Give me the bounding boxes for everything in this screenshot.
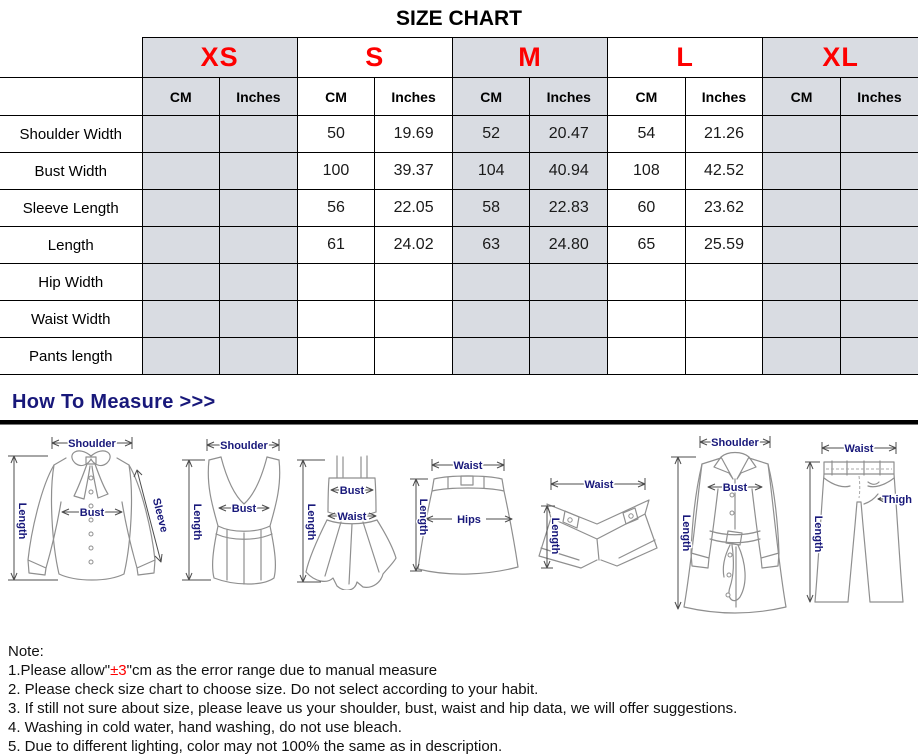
value-cell: 104 [452, 153, 530, 190]
row-label: Shoulder Width [0, 116, 142, 153]
measure-label-bust: Bust [723, 482, 748, 494]
value-cell [608, 301, 686, 338]
value-cell: 100 [297, 153, 375, 190]
value-cell [220, 338, 298, 375]
value-cell [763, 338, 841, 375]
value-cell: 21.26 [685, 116, 763, 153]
value-cell [685, 338, 763, 375]
unit-header-cm: CM [297, 78, 375, 116]
value-cell [840, 190, 918, 227]
value-cell [142, 301, 220, 338]
size-header-xs: XS [142, 38, 297, 78]
value-cell [220, 301, 298, 338]
measure-figure-coat [666, 431, 801, 616]
value-cell [142, 227, 220, 264]
measure-label-thigh: Thigh [882, 494, 912, 506]
value-cell [763, 301, 841, 338]
value-cell: 23.62 [685, 190, 763, 227]
value-cell [840, 153, 918, 190]
value-cell: 25.59 [685, 227, 763, 264]
note-line-4: 4. Washing in cold water, hand washing, do not use bleach. [8, 719, 402, 736]
value-cell [452, 301, 530, 338]
unit-header-inches: Inches [375, 78, 453, 116]
measure-label-length: Length [305, 503, 318, 541]
size-header-l: L [608, 38, 763, 78]
value-cell: 22.05 [375, 190, 453, 227]
measure-label-bust: Bust [231, 503, 256, 515]
measure-label-length: Length [548, 517, 561, 555]
value-cell [763, 116, 841, 153]
row-label: Hip Width [0, 264, 142, 301]
value-cell: 56 [297, 190, 375, 227]
measure-figure-jeans [802, 438, 914, 610]
measure-figure-dress [295, 452, 407, 590]
table-row-hip-width [0, 264, 918, 301]
measure-label-length: Length [190, 503, 203, 541]
size-header-m: M [452, 38, 607, 78]
note-line-2: 2. Please check size chart to choose size. Do not select according to your habit. [8, 681, 539, 698]
value-cell [297, 301, 375, 338]
row-label: Bust Width [0, 153, 142, 190]
notes-section [0, 634, 918, 756]
value-cell: 52 [452, 116, 530, 153]
unit-corner-cell [0, 78, 142, 116]
dress-drawing [306, 456, 396, 590]
value-cell: 19.69 [375, 116, 453, 153]
measure-label-waist: Waist [337, 511, 367, 523]
value-cell [840, 301, 918, 338]
value-cell [840, 264, 918, 301]
value-cell: 54 [608, 116, 686, 153]
value-cell: 108 [608, 153, 686, 190]
measure-label-length: Length [811, 515, 824, 553]
measure-figure-skirt [408, 455, 530, 581]
measure-label-length: Length [416, 498, 429, 536]
row-label: Pants length [0, 338, 142, 375]
jeans-drawing [815, 461, 903, 602]
value-cell: 20.47 [530, 116, 608, 153]
unit-header-inches: Inches [685, 78, 763, 116]
value-cell [220, 264, 298, 301]
note1-suffix: "cm as the error range due to manual measure [126, 662, 438, 679]
value-cell [840, 227, 918, 264]
row-label: Sleeve Length [0, 190, 142, 227]
measure-figure-tank-top [177, 434, 295, 592]
note-line-3: 3. If still not sure about size, please leave us your shoulder, bust, waist and hip data, we will offer suggestions. [8, 700, 738, 717]
value-cell [142, 190, 220, 227]
value-cell [375, 301, 453, 338]
value-cell [297, 338, 375, 375]
value-cell [763, 227, 841, 264]
measure-label-waist: Waist [584, 479, 614, 491]
note1-tolerance-value: ±3 [110, 662, 127, 679]
value-cell [297, 264, 375, 301]
value-cell: 40.94 [530, 153, 608, 190]
value-cell [375, 338, 453, 375]
value-cell: 60 [608, 190, 686, 227]
measure-figure-shorts [531, 472, 666, 630]
unit-header-cm: CM [608, 78, 686, 116]
value-cell [142, 264, 220, 301]
measure-label-length: Length [680, 514, 693, 552]
value-cell [763, 190, 841, 227]
measure-label-length: Length [16, 502, 28, 540]
value-cell [608, 338, 686, 375]
value-cell [220, 116, 298, 153]
measure-label-shoulder: Shoulder [219, 440, 268, 452]
table-row-pants-length [0, 338, 918, 375]
unit-header-cm: CM [763, 78, 841, 116]
measure-figures-row [0, 425, 918, 634]
value-cell [142, 153, 220, 190]
value-cell: 58 [452, 190, 530, 227]
value-cell: 65 [608, 227, 686, 264]
value-cell [530, 338, 608, 375]
measure-label-shoulder: Shoulder [711, 437, 760, 449]
value-cell: 22.83 [530, 190, 608, 227]
value-cell [840, 116, 918, 153]
row-label: Waist Width [0, 301, 142, 338]
size-header-row [0, 38, 918, 78]
unit-header-inches: Inches [840, 78, 918, 116]
note1-prefix: 1.Please allow" [8, 662, 111, 679]
value-cell [763, 264, 841, 301]
value-cell [608, 264, 686, 301]
measure-label-sleeve: Sleeve [149, 496, 170, 534]
measure-label-bust: Bust [79, 507, 105, 519]
table-row-waist-width [0, 301, 918, 338]
unit-header-inches: Inches [220, 78, 298, 116]
size-header-s: S [297, 38, 452, 78]
size-chart-table [0, 37, 918, 375]
table-row-bust-width [0, 153, 918, 190]
value-cell [685, 264, 763, 301]
value-cell: 24.80 [530, 227, 608, 264]
measure-label-waist: Waist [844, 443, 874, 455]
unit-header-inches: Inches [530, 78, 608, 116]
row-label: Length [0, 227, 142, 264]
measure-label-hips: Hips [457, 514, 481, 526]
unit-header-cm: CM [452, 78, 530, 116]
value-cell [220, 153, 298, 190]
measure-label-waist: Waist [453, 460, 483, 472]
value-cell [530, 301, 608, 338]
how-to-measure-heading: How To Measure >>> [12, 391, 216, 413]
unit-header-row [0, 78, 918, 116]
value-cell: 42.52 [685, 153, 763, 190]
value-cell [840, 338, 918, 375]
value-cell: 63 [452, 227, 530, 264]
value-cell [530, 264, 608, 301]
value-cell [375, 264, 453, 301]
note-line-5: 5. Due to different lighting, color may not 100% the same as in description. [8, 738, 503, 755]
size-header-xl: XL [763, 38, 918, 78]
unit-header-cm: CM [142, 78, 220, 116]
page-title: SIZE CHART [396, 7, 522, 30]
value-cell [142, 116, 220, 153]
notes-heading: Note: [8, 643, 44, 660]
value-cell [220, 227, 298, 264]
tank-top-drawing [208, 457, 279, 584]
table-row-length [0, 227, 918, 264]
measure-label-shoulder: Shoulder [68, 438, 116, 450]
value-cell [452, 264, 530, 301]
measure-figure-blouse [4, 432, 176, 590]
table-row-shoulder-width [0, 116, 918, 153]
value-cell [763, 153, 841, 190]
value-cell [452, 338, 530, 375]
coat-drawing [684, 453, 786, 614]
value-cell: 39.37 [375, 153, 453, 190]
value-cell [220, 190, 298, 227]
corner-cell [0, 38, 142, 78]
value-cell [685, 301, 763, 338]
value-cell [142, 338, 220, 375]
table-row-sleeve-length [0, 190, 918, 227]
note-line-1 [8, 661, 918, 680]
value-cell: 24.02 [375, 227, 453, 264]
measure-label-bust: Bust [340, 485, 365, 497]
value-cell: 50 [297, 116, 375, 153]
value-cell: 61 [297, 227, 375, 264]
